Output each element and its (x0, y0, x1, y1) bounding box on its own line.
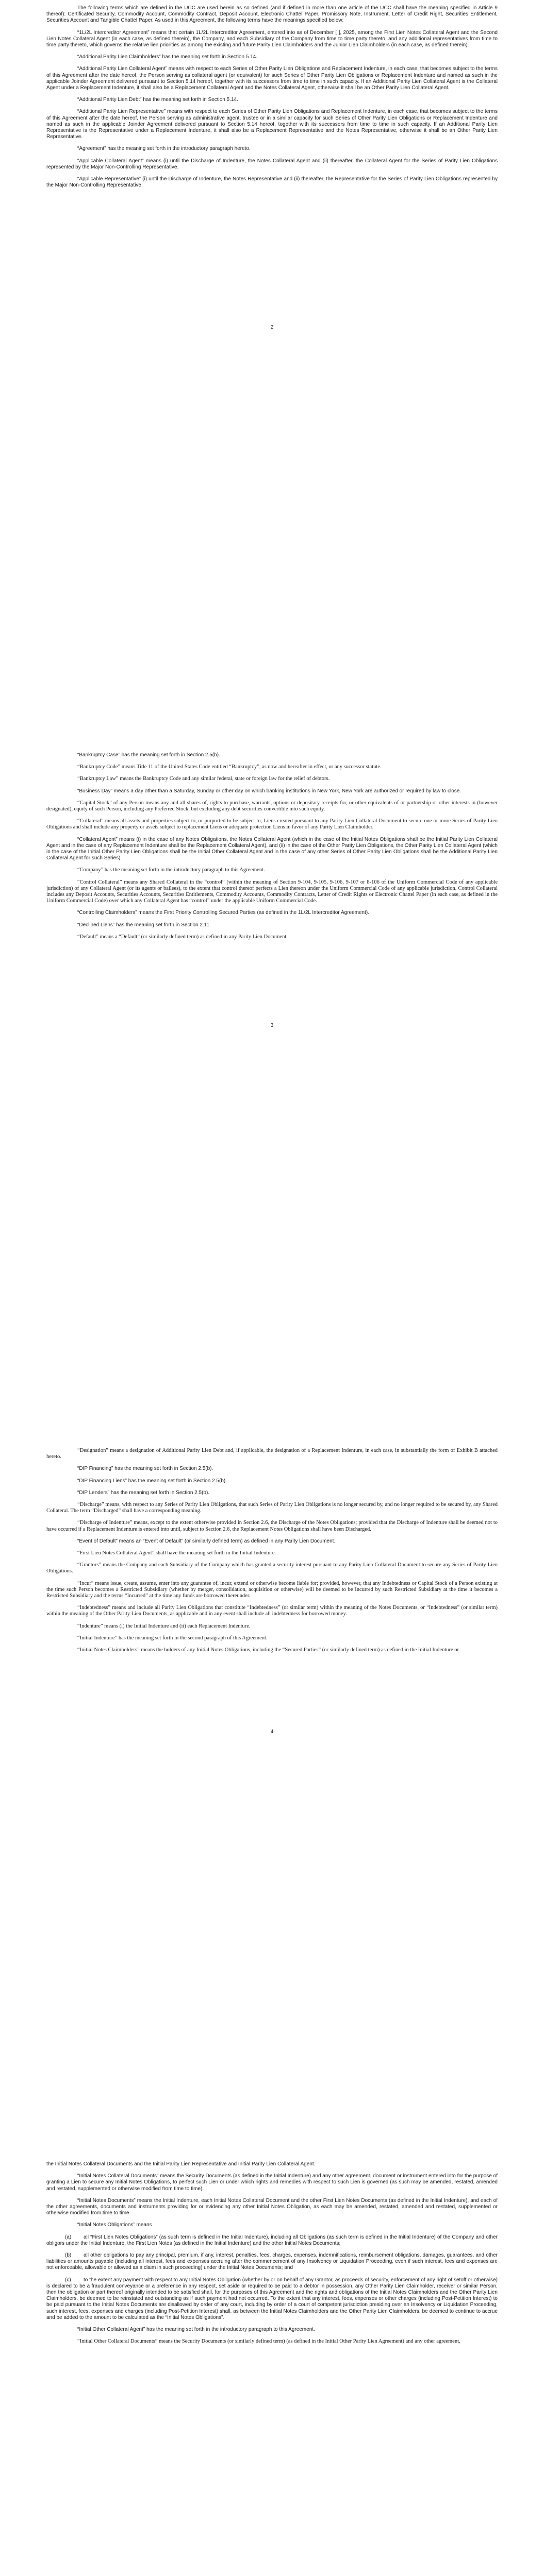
definition-additional-parity-lien-debt: “Additional Parity Lien Debt” has the meaning set forth in Section 5.14. (77, 97, 238, 103)
document-page-4 (0, 1406, 544, 2110)
list-item-text: to the extent any payment with respect to any Initial Notes Obligation (whether by or on behalf of any Grantor, as proceeds of security, enforcement of any right of setoff or otherwise) is declared to be a fraudulent conveyance or a preference in any respect, set aside or required to be paid to a debtor in possession, any Other Parity Lien Claimholder, receiver or similar Person, then the obligation or part thereof originally intended to be satisfied shall, for the purposes of this Agreement and the rights and obligations of the Initial Notes Claimholders and the Other Parity Lien Claimholders, be deemed to be reinstated and outstanding as if such payment had not occurred. To the extent that any interest, fees, expenses or other charges (including Post-Petition Interest) to be paid pursuant to the Initial Notes Documents are disallowed by order of any court, including by order of a court of competent jurisdiction presiding over an Insolvency or Liquidation Proceeding, such interest, fees, expenses and charges (including Post-Petition Interest) shall, as between the Initial Notes Claimholders and the Other Parity Lien Claimholders, be deemed to continue to accrue and be added to the amount to be calculated as the “Initial Notes Obligations”. (46, 2277, 498, 2320)
definition-declined-liens: “Declined Liens” has the meaning set forth in Section 2.11. (77, 922, 211, 928)
definition-applicable-collateral-agent: “Applicable Collateral Agent” means (i) until the Discharge of Indenture, the Notes Collateral Agent and (ii) thereafter, the Collateral Agent for the Series of Parity Lien Obligations represented by the Major Non-Controlling Representative. (46, 158, 498, 170)
definition-initial-notes-obligations: “Initial Notes Obligations” means (77, 2222, 152, 2228)
list-item (46, 2234, 498, 2247)
definition-control-collateral: “Control Collateral” means any Shared Collateral in the “control” (within the meaning of Section 9-104, 9-105, 9-106, 9-107 or 8-106 of the Uniform Commercial Code of any applicable jurisdiction) of any Collateral Agent (or its agents or bailees), to the extent that control thereof perfects a Lien thereon under the Uniform Commercial Code of any applicable jurisdiction. Control Collateral includes any Deposit Accounts, Securities Accounts, Securities Entitlements, Commodity Accounts, Commodity Contracts, Letter of Credit Rights or Electronic Chattel Paper (in each case, as defined in the Uniform Commercial Code) over which any Collateral Agent has “control” under the applicable Uniform Commercial Code. (46, 879, 498, 904)
definition-initial-notes-collateral-documents: “Initial Notes Collateral Documents” means the Security Documents (as defined in the Initial Indenture) and any other agreement, document or instrument entered into for the purpose of granting a Lien to secure any Initial Notes Obligations, to perfect such Lien or under which rights and remedies with respect to such Lien is governed (as such may be amended, restated, amended and restated, supplemented or otherwise modified from time to time). (46, 2173, 498, 2192)
definition-applicable-representative: “Applicable Representative” (i) until the Discharge of Indenture, the Notes Representative and (ii) thereafter, the Representative for the Series of Parity Lien Obligations represented by the Major Non-Controlling Representative. (46, 176, 498, 189)
definition-event-of-default: “Event of Default” means an “Event of Default” (or similarly defined term) as defined in any Parity Lien Document. (77, 1538, 336, 1544)
definition-business-day: “Business Day” means a day other than a Saturday, Sunday or other day on which banking institutions in New York, New York are authorized or required by law to close. (77, 788, 461, 794)
definition-1l-2l-intercreditor-agreement: “1L/2L Intercreditor Agreement” means that certain 1L/2L Intercreditor Agreement, entered into as of December [ ], 2025, among the First Lien Notes Collateral Agent and the Second Lien Notes Collateral Agent (in each case, as defined therein), the Company, and each Subsidiary of the Company from time to time party thereto, and any additional representatives from time to time party thereto, which governs the relative lien priorities as among the existing and future Parity Lien Claimholders and the Junior Lien Claimholders (in each case, as defined therein). (46, 29, 498, 48)
definition-additional-parity-lien-representative: “Additional Parity Lien Representative” means with respect to each Series of Other Parity Lien Obligations and Replacement Indenture, in each case, that becomes subject to the terms of this Agreement after the date hereof, the Person serving as administrative agent, trustee or in a similar capacity for such Series of Other Parity Lien Obligations or Replacement Indenture and named as such in the applicable Joinder Agreement delivered pursuant to Section 5.14 hereof, together with its successors from time to time in such capacity. If an Additional Parity Lien Representative is the Representative under a Replacement Indenture, it shall also be a Replacement Representative and the Notes Representative, otherwise it shall be an Other Parity Lien Representative. (46, 109, 498, 140)
definition-controlling-claimholders: “Controlling Claimholders” means the First Priority Controlling Secured Parties (as defined in the 1L/2L Intercreditor Agreement). (77, 910, 369, 916)
list-marker: (b) (65, 2252, 72, 2259)
definition-collateral-agent: “Collateral Agent” means (i) in the case of any Notes Obligations, the Notes Collateral Agent (which in the case of the Initial Notes Obligations shall be the Initial Parity Lien Collateral Agent and in the case of any Replacement Indenture shall be the Replacement Collateral Agent), and (ii) in the case of the Other Parity Lien Obligations, the Other Parity Lien Collateral Agent (which in the case of the Initial Other Parity Lien Obligations shall be the Initial Other Collateral Agent and in the case of any other Series of Other Parity Lien Obligations shall be the Additional Parity Lien Collateral Agent for such Series). (46, 836, 498, 861)
definition-discharge: “Discharge” means, with respect to any Series of Parity Lien Obligations, that such Series of Parity Lien Obligations is no longer secured by, and no longer required to be secured by, any Shared Collateral. The term “Discharged” shall have a corresponding meaning. (46, 1502, 498, 1514)
definition-dip-lenders: “DIP Lenders” has the meaning set forth in Section 2.5(b). (77, 1489, 210, 1496)
definition-designation: “Designation” means a designation of Additional Parity Lien Debt and, if applicable, the designation of a Replacement Indenture, in each case, in substantially the form of Exhibit B attached hereto. (46, 1448, 498, 1460)
definition-company: “Company” has the meaning set forth in the introductory paragraph to this Agreement. (77, 867, 265, 873)
document-page-3 (0, 703, 544, 1406)
page-number: 2 (270, 325, 274, 330)
definition-additional-parity-lien-claimholders: “Additional Parity Lien Claimholders” has the meaning set forth in Section 5.14. (77, 54, 258, 60)
definition-dip-financing: “DIP Financing” has the meaning set forth in Section 2.5(b). (77, 1466, 213, 1472)
definition-initial-other-collateral-documents: “Initial Other Collateral Documents” means the Security Documents (or similarly defined term) (as defined in the Initial Other Parity Lien Agreement) and any other agreement, (77, 2338, 460, 2345)
page-number: 4 (270, 1729, 274, 1735)
definition-first-lien-notes-collateral-agent: “First Lien Notes Collateral Agent” shall have the meaning set forth in the Initial Indenture. (77, 1550, 276, 1556)
definition-initial-notes-claimholders: “Initial Notes Claimholders” means the holders of any Initial Notes Obligations, including the “Secured Parties” (or similarly defined term) as defined in the Initial Indenture or (77, 1647, 459, 1653)
definition-initial-indenture: “Initial Indenture” has the meaning set forth in the second paragraph of this Agreement. (77, 1635, 268, 1641)
paragraph-ucc-terms: The following terms which are defined in the UCC are used herein as so defined (and if defined in more than one article of the UCC shall have the meaning specified in Article 9 thereof): Certificated Security, Commodity Account, Commodity Contract, Deposit Account, Electronic Chattel Paper, Promissory Note, Instrument, Letter of Credit Right, Securities Entitlement, Securities Account and Tangible Chattel Paper. As used in this Agreement, the following terms have the meanings specified below: (46, 5, 498, 24)
document-page-5 (0, 2110, 544, 2576)
definition-discharge-of-indenture: “Discharge of Indenture” means, except to the extent otherwise provided in Section 2.6, the Discharge of the Notes Obligations; provided that the Discharge of Indenture shall be deemed not to have occurred if a Replacement Indenture is entered into until, subject to Section 2.6, the Replacement Notes Obligations shall have been Discharged. (46, 1520, 498, 1532)
definition-agreement: “Agreement” has the meaning set forth in the introductory paragraph hereto. (77, 146, 251, 152)
continuation-text: the Initial Notes Collateral Documents and the Initial Parity Lien Representative and Initial Parity Lien Collateral Agent. (46, 2161, 316, 2167)
page-body (46, 1448, 498, 1659)
list-item (46, 2252, 498, 2272)
list-marker: (c) (65, 2277, 71, 2283)
definition-bankruptcy-case: “Bankruptcy Case” has the meaning set forth in Section 2.5(b). (77, 752, 220, 758)
definition-default: “Default” means a “Default” (or similarly defined term) as defined in any Parity Lien Document. (77, 934, 288, 940)
list-item-text: all “First Lien Notes Obligations” (as such term is defined in the Initial Indenture), including all Obligations (as such term is defined in the Initial Indenture) of the Company and other obligors under the Initial Indenture, the First Lien Notes (as defined in the Initial Indenture) and the other Initial Notes Documents; (46, 2234, 498, 2246)
document-page-2 (0, 0, 544, 703)
definition-capital-stock: “Capital Stock” of any Person means any and all shares of, rights to purchase, warrants, options or depositary receipts for, or other equivalents of or partnership or other interests in (however designated), equity of such Person, including any Preferred Stock, but excluding any debt securities convertible into such equity. (46, 800, 498, 812)
definition-indenture: “Indenture” means (i) the Initial Indenture and (ii) each Replacement Indenture. (77, 1623, 251, 1629)
page-number: 3 (270, 1023, 274, 1028)
definition-dip-financing-liens: “DIP Financing Liens” has the meaning set forth in Section 2.5(b). (77, 1478, 227, 1484)
page-body (46, 5, 498, 194)
list-item (46, 2277, 498, 2321)
definition-bankruptcy-law: “Bankruptcy Law” means the Bankruptcy Code and any similar federal, state or foreign law for the relief of debtors. (77, 776, 330, 782)
page-body (46, 752, 498, 946)
definition-grantors: “Grantors” means the Company and each Subsidiary of the Company which has granted a security interest pursuant to any Parity Lien Collateral Document to secure any Series of Parity Lien Obligations. (46, 1562, 498, 1574)
definition-incur: “Incur” means issue, create, assume, enter into any guarantee of, incur, extend or otherwise become liable for; provided, however, that any Indebtedness or Capital Stock of a Person existing at the time such Person becomes a Restricted Subsidiary (whether by merger, consolidation, acquisition or otherwise) will be deemed to be Incurred by such Restricted Subsidiary at the time it becomes a Restricted Subsidiary and the terms “Incurred” at the time any funds are borrowed thereunder. (46, 1580, 498, 1599)
definition-collateral: “Collateral” means all assets and properties subject to, or purported to be subject to, Liens created pursuant to any Parity Lien Collateral Document to secure one or more Series of Parity Lien Obligations and shall include any property or assets subject to replacement Liens or adequate protection Liens in favor of any Parity Lien Claimholder. (46, 818, 498, 831)
definition-bankruptcy-code: “Bankruptcy Code” means Title 11 of the United States Code entitled “Bankruptcy”, as now and hereafter in effect, or any successor statute. (77, 764, 382, 770)
page-body (46, 2161, 498, 2350)
definition-additional-parity-lien-collateral-agent: “Additional Parity Lien Collateral Agent” means with respect to each Series of Other Parity Lien Obligations and Replacement Indenture, in each case, that becomes subject to the terms of this Agreement after the date hereof, the Person serving as collateral agent (or equivalent) for such Series of Other Parity Lien Obligations or Replacement Indenture and named as such in the applicable Joinder Agreement delivered pursuant to Section 5.14 hereof, together with its successors from time to time in such capacity. If an Additional Parity Lien Collateral Agent is the Collateral Agent under a Replacement Indenture, it shall also be a Replacement Collateral Agent and the Notes Collateral Agent, otherwise it shall be an Other Parity Lien Collateral Agent. (46, 66, 498, 91)
list-item-text: all other obligations to pay any principal, premium, if any, interest, penalties, fees, charges, expenses, indemnifications, reimbursement obligations, damages, guarantees, and other liabilities or amounts payable (including all interest, fees and expenses accruing after the commencement of any Insolvency or Liquidation Proceeding, even if such interest, fees and expenses are not enforceable, allowable or allowed as a claim in such proceeding) under the Initial Notes Documents; and (46, 2252, 498, 2271)
definition-initial-other-collateral-agent: “Initial Other Collateral Agent” has the meaning set forth in the introductory paragraph to this Agreement. (77, 2327, 315, 2333)
definition-indebtedness: “Indebtedness” means and include all Parity Lien Obligations that constitute “Indebtedness” (or similar term) within the meaning of the Notes Documents, or “Indebtedness” (or similar term) within the meaning of the Other Parity Lien Documents, as applicable and in any event shall include all indebtedness for borrowed money. (46, 1605, 498, 1617)
definition-initial-notes-documents: “Initial Notes Documents” means the Initial Indenture, each Initial Notes Collateral Document and the other First Lien Notes Documents (as defined in the Initial Indenture), and each of the other agreements, documents and instruments providing for or evidencing any other Initial Notes Obligation, as each may be amended, restated, amended and restated, supplemented or otherwise modified from time to time. (46, 2197, 498, 2216)
list-marker: (a) (65, 2234, 72, 2240)
